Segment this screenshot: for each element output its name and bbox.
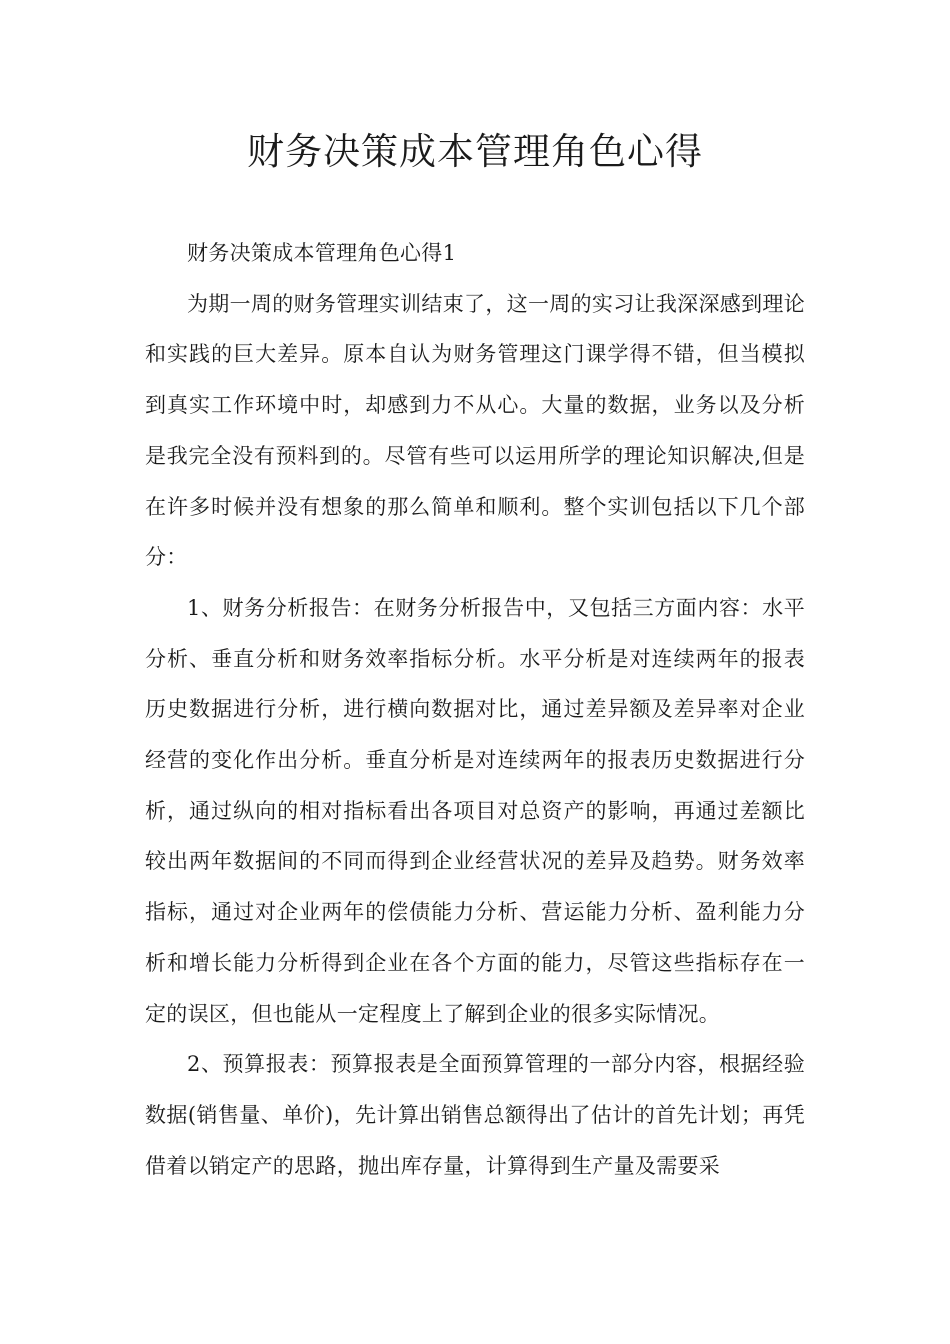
paragraph-budget-report: 2、预算报表：预算报表是全面预算管理的一部分内容，根据经验数据(销售量、单价)，先计算出销售总额得出了估计的首先计划；再凭借着以销定产的思路，抛出库存量，计算得到生产量及需要采 <box>145 1052 805 1178</box>
paragraph-financial-analysis: 1、财务分析报告：在财务分析报告中，又包括三方面内容：水平分析、垂直分析和财务效率指标分析。水平分析是对连续两年的报表历史数据进行分析，进行横向数据对比，通过差异额及差异率对企业经营的变化作出分析。垂直分析是对连续两年的报表历史数据进行分析，通过纵向的相对指标看出各项目对总资产的影响，再通过差额比较出两年数据间的不同而得到企业经营状况的差异及趋势。财务效率指标，通过对企业两年的偿债能力分析、营运能力分析、盈利能力分析和增长能力分析得到企业在各个方面的能力，尽管这些指标存在一定的误区，但也能从一定程度上了解到企业的很多实际情况。 <box>145 595 805 1026</box>
document-title: 财务决策成本管理角色心得 <box>247 130 703 173</box>
section-heading: 财务决策成本管理角色心得1 <box>187 241 457 265</box>
document-body <box>145 228 805 1191</box>
paragraph-intro: 为期一周的财务管理实训结束了，这一周的实习让我深深感到理论和实践的巨大差异。原本自认为财务管理这门课学得不错，但当模拟到真实工作环境中时，却感到力不从心。大量的数据，业务以及分析是我完全没有预料到的。尽管有些可以运用所学的理论知识解决,但是在许多时候并没有想象的那么简单和顺利。整个实训包括以下几个部分： <box>145 291 805 570</box>
